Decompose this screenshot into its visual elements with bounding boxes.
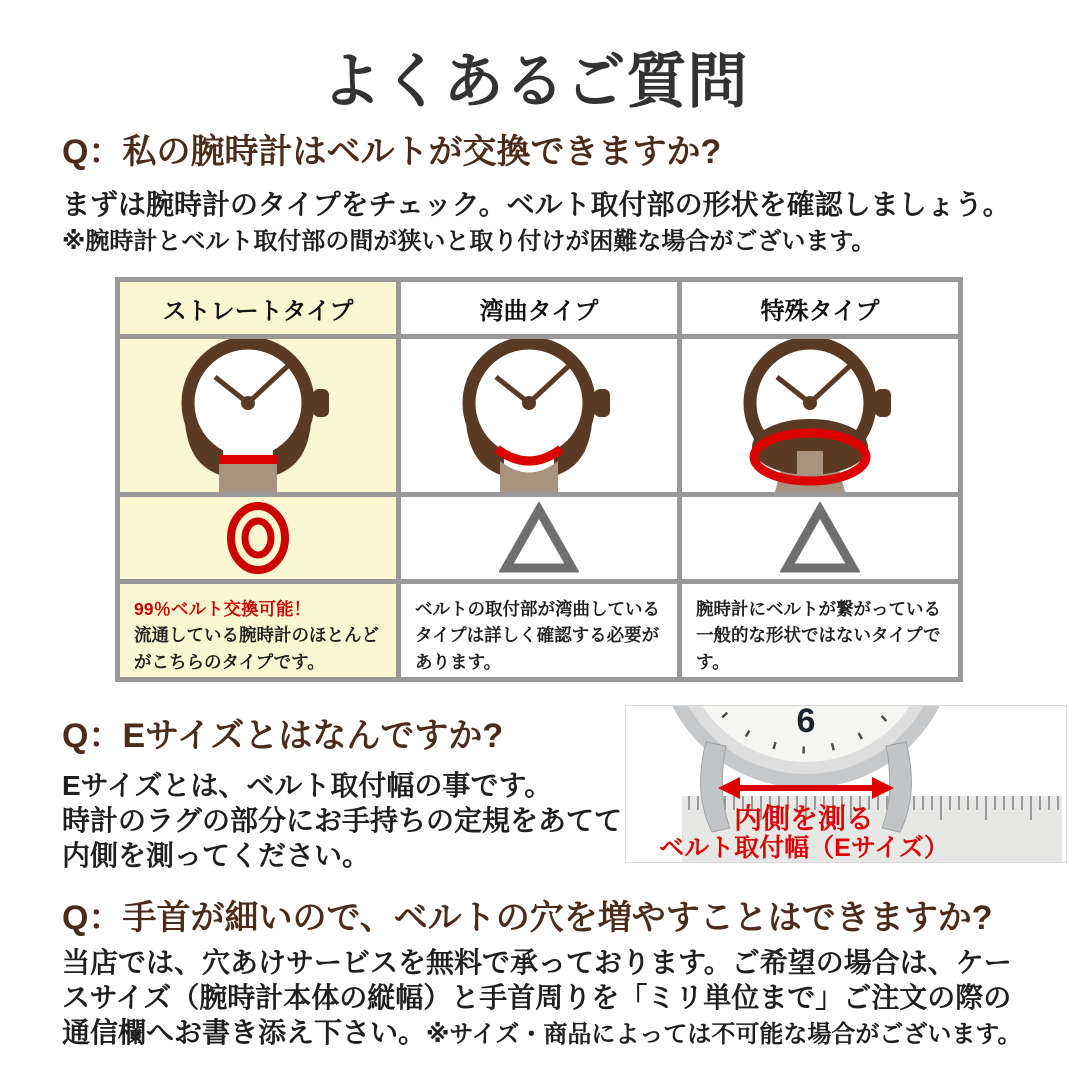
question-2-line-1: Eサイズとは、ベルト取付幅の事です。 bbox=[62, 770, 553, 801]
dial-numeral: 6 bbox=[796, 706, 816, 740]
description-special-type bbox=[682, 584, 958, 677]
rating-symbol-straight bbox=[120, 497, 396, 579]
question-2-heading: Q：Eサイズとはなんですか? bbox=[62, 717, 504, 755]
description-curved-type bbox=[401, 584, 677, 677]
question-1-lead: まずは腕時計のタイプをチェック。ベルト取付部の形状を確認しましょう。 bbox=[62, 189, 1011, 220]
column-header-special-type: 特殊タイプ bbox=[682, 282, 958, 334]
question-1-heading: Q：私の腕時計はベルトが交換できますか? bbox=[62, 133, 722, 171]
straight-type-highlight: 99％ベルト交換可能！ bbox=[134, 599, 311, 619]
question-3-line-2: スサイズ（腕時計本体の縦幅）と手首周りを「ミリ単位まで」ご注文の際の bbox=[62, 982, 1012, 1013]
question-3-note: ※サイズ・商品によっては不可能な場合がございます。 bbox=[426, 1021, 1022, 1048]
rating-symbol-curved bbox=[401, 497, 677, 579]
figure-label-measure-inside: 内側を測る bbox=[733, 803, 875, 834]
question-3-line-3-text: 通信欄へお書き添え下さい。 bbox=[62, 1017, 427, 1048]
question-2-line-3: 内側を測ってください。 bbox=[62, 840, 371, 871]
special-watch-icon bbox=[705, 339, 935, 492]
description-straight-type bbox=[120, 584, 396, 677]
curved-type-description: ベルトの取付部が湾曲しているタイプは詳しく確認する必要があります。 bbox=[415, 599, 660, 672]
triangle-icon bbox=[499, 502, 579, 574]
straight-type-watch-illustration bbox=[120, 339, 396, 492]
belt-type-table bbox=[115, 277, 963, 682]
e-size-measurement-figure bbox=[625, 705, 1067, 863]
triangle-icon bbox=[780, 502, 860, 574]
question-3-line-1: 当店では、穴あけサービスを無料で承っております。ご希望の場合は、ケー bbox=[62, 947, 1012, 978]
page-title: よくあるご質問 bbox=[321, 48, 749, 115]
question-1-note: ※腕時計とベルト取付部の間が狭いと取り付けが困難な場合がございます。 bbox=[62, 228, 876, 255]
question-2-line-2: 時計のラグの部分にお手持ちの定規をあてて bbox=[62, 805, 623, 836]
rating-symbol-special bbox=[682, 497, 958, 579]
straight-type-description: 流通している腕時計のほとんどがこちらのタイプです。 bbox=[134, 625, 379, 672]
special-type-watch-illustration bbox=[682, 339, 958, 492]
column-header-straight-type: ストレートタイプ bbox=[120, 282, 396, 334]
double-circle-icon bbox=[218, 499, 298, 577]
figure-label-belt-width: ベルト取付幅（Eサイズ） bbox=[659, 834, 949, 862]
question-3-heading: Q：手首が細いので、ベルトの穴を増やすことはできますか? bbox=[62, 899, 993, 937]
lug-width-measurement-illustration bbox=[626, 706, 1066, 862]
curved-watch-icon bbox=[424, 339, 654, 492]
column-header-curved-type: 湾曲タイプ bbox=[401, 282, 677, 334]
special-type-description: 腕時計にベルトが繋がっている一般的な形状ではないタイプです。 bbox=[696, 599, 941, 672]
question-3-line-3 bbox=[62, 1011, 1022, 1051]
straight-watch-icon bbox=[143, 339, 373, 492]
curved-type-watch-illustration bbox=[401, 339, 677, 492]
